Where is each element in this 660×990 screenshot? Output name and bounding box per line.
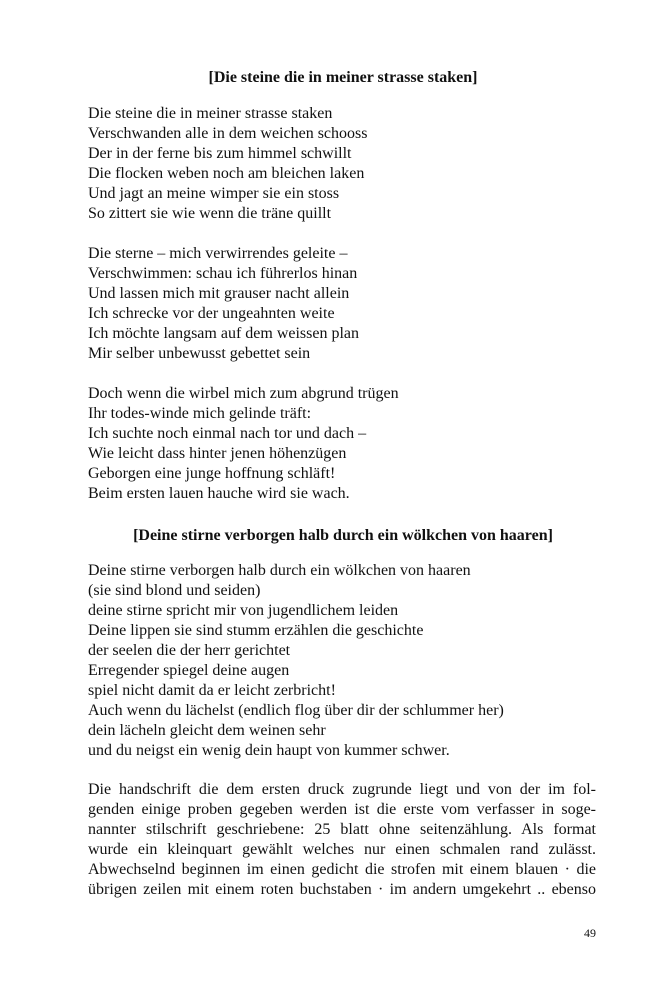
note-line: Abwechselnd beginnen im einen gedicht die strofen mit einem blauen · die	[88, 861, 596, 878]
verse-line: Und jagt an meine wimper sie ein stoss	[88, 185, 340, 202]
note-line: Die handschrift die dem ersten druck zugrunde liegt und von der im fol-	[88, 781, 596, 798]
verse-line: und du neigst ein wenig dein haupt von kummer schwer.	[88, 742, 450, 759]
verse-line: Verschwimmen: schau ich führerlos hinan	[88, 265, 358, 282]
verse-line: Verschwanden alle in dem weichen schooss	[88, 125, 368, 142]
note-line: übrigen zeilen mit einem roten buchstaben · im andern umgekehrt .. ebenso	[88, 881, 596, 898]
note-line: nannter stilschrift geschriebene: 25 blatt ohne seitenzählung. Als format	[88, 821, 596, 838]
poem-2-body	[88, 561, 608, 761]
verse-line: Wie leicht dass hinter jenen höhenzügen	[88, 445, 347, 462]
verse-line: Ihr todes-winde mich gelinde träft:	[88, 405, 312, 422]
verse-line: Der in der ferne bis zum himmel schwillt	[88, 145, 352, 162]
verse-line: Und lassen mich mit grauser nacht allein	[88, 285, 350, 302]
poem-1-stanza-1	[88, 104, 608, 224]
poem-1-title: [Die steine die in meiner strasse staken]	[208, 69, 478, 86]
verse-line: Beim ersten lauen hauche wird sie wach.	[88, 485, 350, 502]
verse-line: der seelen die der herr gerichtet	[88, 642, 291, 659]
verse-line: Auch wenn du lächelst (endlich flog über dir der schlummer her)	[88, 702, 504, 719]
poem-1-body	[88, 104, 608, 504]
poem-1-stanza-3	[88, 384, 608, 504]
verse-line: Doch wenn die wirbel mich zum abgrund trügen	[88, 385, 399, 402]
verse-line: dein lächeln gleicht dem weinen sehr	[88, 722, 326, 739]
verse-line: Erregender spiegel deine augen	[88, 662, 290, 679]
note-line: genden einige proben gegeben werden ist die erste vom verfasser in soge-	[88, 801, 596, 818]
poem-1-stanza-2	[88, 244, 608, 364]
verse-line: Geborgen eine junge hoffnung schläft!	[88, 465, 336, 482]
verse-line: deine stirne spricht mir von jugendlichem leiden	[88, 602, 399, 619]
verse-line: Deine lippen sie sind stumm erzählen die geschichte	[88, 622, 424, 639]
verse-line: Ich suchte noch einmal nach tor und dach –	[88, 425, 367, 442]
verse-line: So zittert sie wie wenn die träne quillt	[88, 205, 332, 222]
page-number: 49	[584, 926, 596, 940]
poem-2-title: [Deine stirne verborgen halb durch ein wölkchen von haaren]	[133, 527, 553, 544]
verse-line: Die steine die in meiner strasse staken	[88, 105, 333, 122]
note-line: wurde ein kleinquart gewählt welches nur einen schmalen rand zulässt.	[88, 841, 596, 858]
verse-line: (sie sind blond und seiden)	[88, 582, 261, 599]
verse-line: Mir selber unbewusst gebettet sein	[88, 345, 311, 362]
verse-line: Die flocken weben noch am bleichen laken	[88, 165, 365, 182]
verse-line: spiel nicht damit da er leicht zerbricht!	[88, 682, 336, 699]
verse-line: Ich möchte langsam auf dem weissen plan	[88, 325, 360, 342]
editorial-note	[88, 780, 596, 900]
verse-line: Die sterne – mich verwirrendes geleite –	[88, 245, 348, 262]
verse-line: Deine stirne verborgen halb durch ein wölkchen von haaren	[88, 562, 471, 579]
verse-line: Ich schrecke vor der ungeahnten weite	[88, 305, 335, 322]
